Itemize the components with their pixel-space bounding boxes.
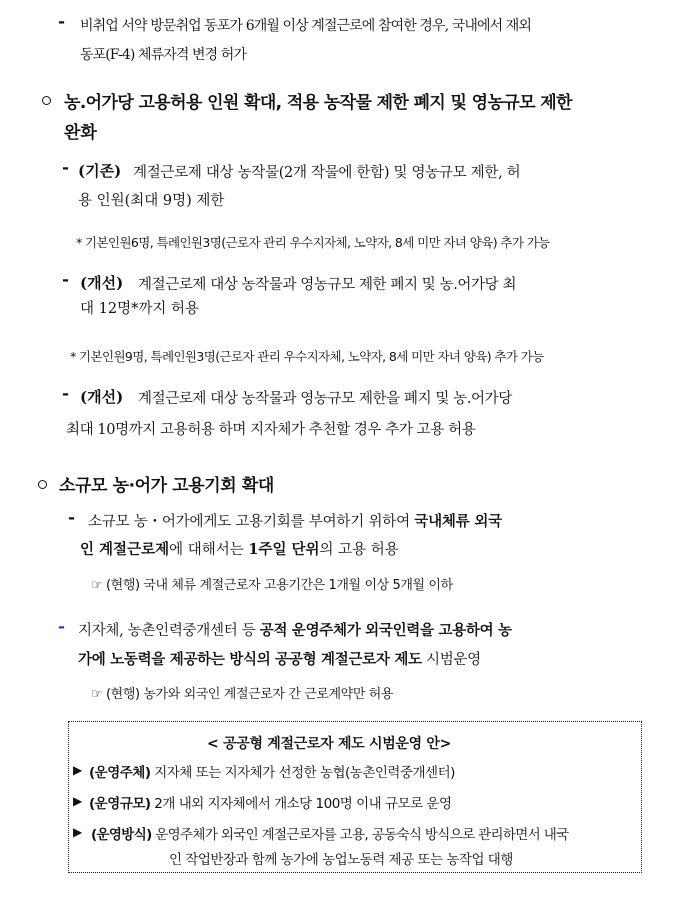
item-tag-improved: (개선) bbox=[80, 274, 124, 292]
box-row3-line2: 인 작업반장과 함께 농가에 농업노동력 제공 또는 농작업 대행 bbox=[169, 852, 513, 868]
section1-heading-line1: 농.어가당 고용허용 인원 확대, 적용 농작물 제한 폐지 및 영농규모 제한 bbox=[64, 93, 572, 113]
dash-bullet: - bbox=[62, 384, 70, 404]
section2-item1-line1: 소규모 농・어가에게도 고용기회를 부여하기 위하여 국내체류 외국 bbox=[88, 513, 502, 530]
triangle-bullet-icon: ▶ bbox=[73, 763, 83, 777]
dash-bullet: - bbox=[62, 158, 70, 178]
box-row1: (운영주체) 지자체 또는 지자체가 선정한 농협(농촌인력중개센터) bbox=[89, 765, 455, 781]
pilot-plan-box bbox=[68, 721, 642, 873]
section2-item2-line1: 지자체, 농촌인력중개센터 등 공적 운영주체가 외국인력을 고용하여 농 bbox=[78, 622, 512, 639]
section2-note2: ☞ (현행) 농가와 외국인 계절근로자 간 근로계약만 허용 bbox=[91, 687, 394, 702]
box-title: < 공공형 계절근로자 제도 시범운영 안> bbox=[207, 736, 452, 752]
circle-bullet-icon bbox=[42, 96, 51, 105]
dash-bullet: - bbox=[58, 12, 66, 32]
item2-line1: 계절근로제 대상 농작물과 영농규모 제한 폐지 및 농.어가당 최 bbox=[138, 277, 517, 293]
item2-line2: 대 12명*까지 허용 bbox=[80, 301, 199, 317]
triangle-bullet-icon: ▶ bbox=[73, 825, 83, 839]
note1: * 기본인원6명, 특례인원3명(근로자 관리 우수지자체, 노약자, 8세 미만 자녀 양육) 추가 가능 bbox=[76, 235, 550, 250]
circle-bullet-icon bbox=[38, 480, 47, 489]
note2: * 기본인원9명, 특례인원3명(근로자 관리 우수지자체, 노약자, 8세 미만 자녀 양육) 추가 가능 bbox=[70, 349, 544, 364]
section2-note1: ☞ (현행) 국내 체류 계절근로자 고용기간은 1개월 이상 5개월 이하 bbox=[91, 578, 453, 593]
box-row2: (운영규모) 2개 내외 지자체에서 개소당 100명 이내 규모로 운영 bbox=[89, 796, 452, 812]
triangle-bullet-icon: ▶ bbox=[73, 794, 83, 808]
section2-item1-line2: 인 계절근로제에 대해서는 1주일 단위의 고용 허용 bbox=[80, 541, 399, 558]
item1-line1: 계절근로제 대상 농작물(2개 작물에 한함) 및 영농규모 제한, 허 bbox=[133, 165, 521, 181]
item3-line2: 최대 10명까지 고용허용 하며 지자체가 추천할 경우 추가 고용 허용 bbox=[66, 422, 476, 438]
item1-line2: 용 인원(최대 9명) 제한 bbox=[78, 193, 225, 209]
top-item-line2: 동포(F-4) 체류자격 변경 허가 bbox=[80, 47, 247, 63]
section2-item2-line2: 가에 노동력을 제공하는 방식의 공공형 계절근로자 제도 시범운영 bbox=[78, 651, 481, 668]
item-tag-existing: (기존) bbox=[78, 162, 122, 180]
item-tag-improved: (개선) bbox=[80, 388, 124, 406]
dash-bullet: - bbox=[68, 508, 76, 528]
dash-bullet: - bbox=[62, 270, 70, 290]
top-item-line1: 비취업 서약 방문취업 동포가 6개월 이상 계절근로에 참여한 경우, 국내에서 재외 bbox=[80, 18, 532, 34]
box-row3-line1: (운영방식) 운영주체가 외국인 계절근로자를 고용, 공동숙식 방식으로 관리하면서 내국 bbox=[91, 827, 569, 843]
dash-bullet: - bbox=[58, 617, 66, 637]
section2-heading: 소규모 농·어가 고용기회 확대 bbox=[59, 476, 274, 496]
section1-heading-line2: 완화 bbox=[64, 123, 97, 143]
item3-line1: 계절근로제 대상 농작물과 영농규모 제한을 폐지 및 농.어가당 bbox=[138, 391, 512, 407]
